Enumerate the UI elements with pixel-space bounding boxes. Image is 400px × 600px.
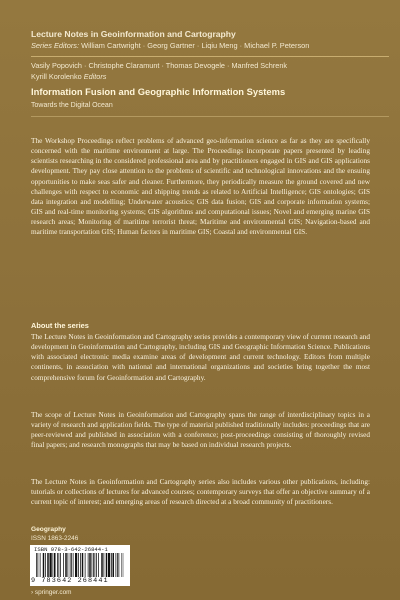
barcode-bar <box>43 553 45 577</box>
book-editors <box>31 61 390 82</box>
title-divider <box>31 116 389 117</box>
barcode-bar <box>59 553 60 577</box>
barcode-bar <box>54 553 56 577</box>
barcode-bar <box>96 553 97 577</box>
barcode-bar <box>73 553 74 577</box>
book-title: Information Fusion and Geographic Information Systems <box>31 86 286 97</box>
barcode-bar <box>119 553 120 577</box>
about-series-heading: About the series <box>31 321 89 330</box>
series-editors-names: William Cartwright · Georg Gartner · Liqiu Meng · Michael P. Peterson <box>81 41 310 50</box>
barcode-bar <box>108 553 110 577</box>
barcode-bars <box>36 553 124 577</box>
barcode-bar <box>50 553 52 577</box>
barcode-bar <box>36 553 37 577</box>
barcode-bar <box>63 553 64 577</box>
barcode-bar <box>88 553 89 577</box>
publisher-website[interactable] <box>31 589 72 597</box>
barcode-bar <box>78 553 79 577</box>
barcode-bar <box>98 553 99 577</box>
barcode-bar <box>70 553 71 577</box>
barcode-bar <box>101 553 103 577</box>
book-editors-suffix: Editors <box>83 71 107 81</box>
book-editors-last: Kyrill Korolenko <box>31 71 82 81</box>
series-editors-label: Series Editors: <box>31 41 80 50</box>
series-title: Lecture Notes in Geoinformation and Cartography <box>31 29 236 39</box>
website-label: springer.com <box>34 589 72 596</box>
barcode-bar <box>89 553 91 577</box>
barcode-bar <box>65 553 67 577</box>
barcode-bar <box>57 553 58 577</box>
barcode-bar <box>113 553 115 577</box>
barcode-bar <box>116 553 117 577</box>
series-editors <box>31 41 388 51</box>
barcode <box>30 545 130 586</box>
subject-category: Geography <box>31 526 66 533</box>
barcode-bar <box>104 553 105 577</box>
series-header <box>31 29 388 51</box>
barcode-bar <box>122 553 123 577</box>
barcode-bar <box>82 553 84 577</box>
barcode-bar <box>45 553 46 577</box>
barcode-bar <box>47 553 49 577</box>
issn: ISSN 1863-2246 <box>31 535 79 542</box>
about-series-paragraph-1: The Lecture Notes in Geoinformation and Cartography series provides a contemporary view of current research and development in Geoinformation and Cartography, including GIS and Geographic Information Science. Publications with associated electronic media examine areas of development and current technology. Editors from multiple continents, in association with national and international organizations and societies bring together the most comprehensive forum for Geoinformation and Cartography. <box>31 333 370 382</box>
barcode-bar <box>106 553 108 577</box>
barcode-bar <box>80 553 81 577</box>
book-subtitle: Towards the Digital Ocean <box>31 102 113 109</box>
book-description: The Workshop Proceedings reflect problems of advanced geo-information science as far as they are specifically concerned with the maritime environment at large. The Proceedings incorporate papers presented by leading scientists researching in the considered professional area and by practitioners engaged in GIS and GIS applications development. They pay close attention to the problems of scientific and technological innovations and the ensuing opportunities to make seas safer and cleaner. Furthermore, they periodically measure the ground covered and new challenges with respect to economic and shipping trends as related to Artificial Intelligence; GIS ontologies; GIS data integration and modelling; Underwater acoustics; GIS data fusion; GIS and corporate information systems; GIS and real-time monitoring systems; GIS algorithms and computational issues; Novel and emerging marine GIS research areas; Monitoring of maritime terrorist threat; Maritime and environmental GIS; Navigation-based and maritime transportation GIS; Human factors in maritime GIS; Coastal and environmental GIS. <box>31 137 370 237</box>
barcode-bar <box>68 553 69 577</box>
about-series-paragraph-3: The Lecture Notes in Geoinformation and Cartography series also includes various other publications, including: tutorials or collections of lectures for advanced courses; contemporary surveys that offer an objective summary of a current topic of interest; and emerging areas of research directed at a broad community of practitioners. <box>31 478 370 507</box>
barcode-bar <box>92 553 93 577</box>
about-series-paragraph-2: The scope of Lecture Notes in Geoinformation and Cartography spans the range of interdisciplinary topics in a variety of research and application fields. The type of material published traditionally includes: proceedings that are peer-reviewed and published in association with a conference; post-proceedings consisting of thoroughly revised final papers; and research monographs that may be based on individual research projects. <box>31 411 370 450</box>
header-divider <box>31 56 389 57</box>
barcode-bar <box>85 553 86 577</box>
barcode-bar <box>117 553 118 577</box>
barcode-bar <box>40 553 41 577</box>
barcode-bar <box>111 553 112 577</box>
barcode-bar <box>93 553 94 577</box>
barcode-bar <box>95 553 96 577</box>
barcode-bar <box>71 553 72 577</box>
arrow-icon: › <box>31 589 34 596</box>
barcode-bar <box>60 553 61 577</box>
barcode-bar <box>38 553 39 577</box>
barcode-bar <box>53 553 54 577</box>
book-editors-line-2 <box>31 72 390 83</box>
ean-number: 9 783642 268441 <box>31 577 109 585</box>
barcode-bar <box>75 553 77 577</box>
isbn-label: ISBN 978-3-642-26844-1 <box>34 546 108 553</box>
book-editors-line-1: Vasily Popovich · Christophe Claramunt · Thomas Devogele · Manfred Schrenk <box>31 61 288 70</box>
